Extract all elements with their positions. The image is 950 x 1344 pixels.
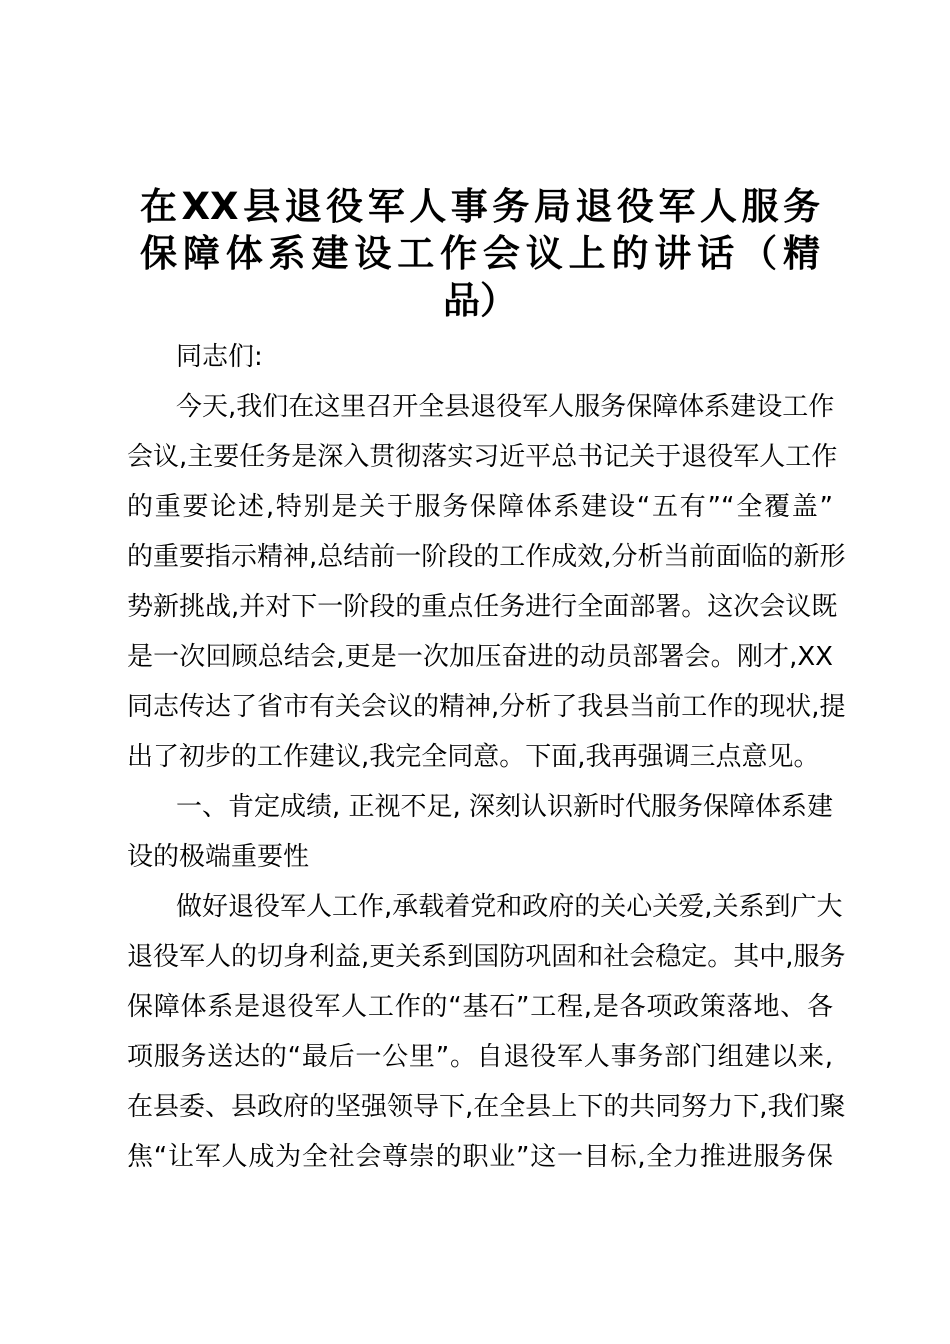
text-line: 做好退役军人工作,承载着党和政府的关心关爱,关系到广大 <box>176 892 843 922</box>
title-line: 在XX县退役军人事务局退役军人服务 <box>140 185 820 228</box>
text-line: 的重要论述,特别是关于服务保障体系建设“五有”“全覆盖” <box>127 492 833 522</box>
title-line: 保障体系建设工作会议上的讲话（精 <box>140 232 820 275</box>
text-line: 在县委、县政府的坚强领导下,在全县上下的共同努力下,我们聚 <box>127 1092 846 1122</box>
text-line: 设的极端重要性 <box>127 842 310 872</box>
salutation: 同志们: <box>176 342 263 372</box>
section-heading-1 <box>127 782 833 882</box>
text-line: 保障体系是退役军人工作的“基石”工程,是各项政策落地、各 <box>127 992 833 1022</box>
paragraph-intro <box>127 382 846 782</box>
text-line: 今天,我们在这里召开全县退役军人服务保障体系建设工作 <box>176 392 835 422</box>
paragraph-section-1 <box>127 882 846 1182</box>
text-line: 同志传达了省市有关会议的精神,分析了我县当前工作的现状,提 <box>127 692 846 722</box>
text-line: 项服务送达的“最后一公里”。自退役军人事务部门组建以来, <box>127 1042 833 1072</box>
title-line: 品） <box>443 279 517 322</box>
text-line: 势新挑战,并对下一阶段的重点任务进行全面部署。这次会议既 <box>127 592 838 622</box>
text-line: 出了初步的工作建议,我完全同意。下面,我再强调三点意见。 <box>127 742 820 772</box>
text-line: 是一次回顾总结会,更是一次加压奋进的动员部署会。刚才,XX <box>127 642 833 672</box>
text-line: 会议,主要任务是深入贯彻落实习近平总书记关于退役军人工作 <box>127 442 838 472</box>
text-line: 焦“让军人成为全社会尊崇的职业”这一目标,全力推进服务保 <box>127 1142 833 1172</box>
document-body <box>127 332 846 1182</box>
text-line: 一、肯定成绩, 正视不足, 深刻认识新时代服务保障体系建 <box>176 792 834 822</box>
document-title <box>140 183 820 324</box>
text-line: 的重要指示精神,总结前一阶段的工作成效,分析当前面临的新形 <box>127 542 846 572</box>
text-line: 退役军人的切身利益,更关系到国防巩固和社会稳定。其中,服务 <box>127 942 846 972</box>
